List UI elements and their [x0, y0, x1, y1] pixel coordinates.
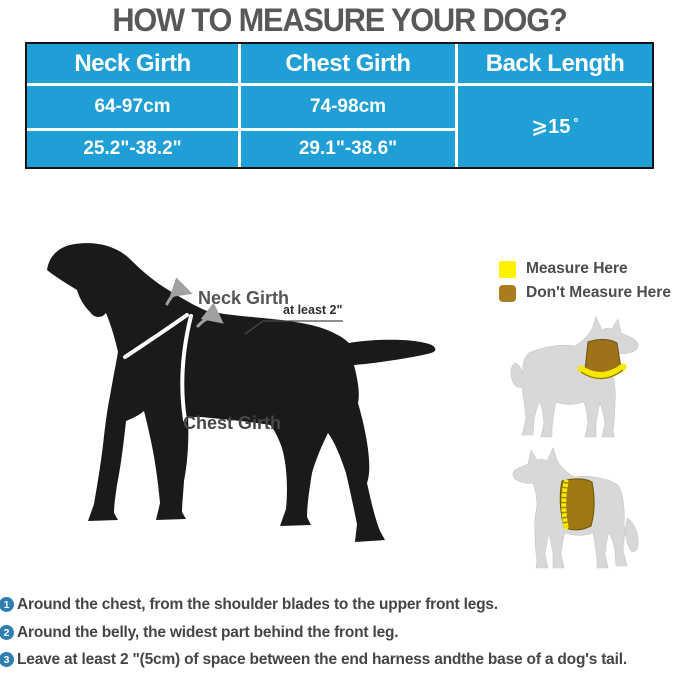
clearance-note-label: at least 2": [283, 303, 343, 317]
measure-here-swatch-icon: [499, 261, 516, 278]
size-table: [25, 42, 654, 169]
instruction-text: Around the belly, the widest part behind the front leg.: [17, 624, 399, 641]
neck-girth-metric: 64-97cm: [27, 86, 238, 128]
degree-sign: °: [573, 115, 579, 130]
neck-girth-imperial: 25.2"-38.2": [27, 131, 238, 167]
instruction-text: Around the chest, from the shoulder blades to the upper front legs.: [17, 596, 498, 613]
chest-girth-imperial: 29.1"-38.6": [241, 131, 455, 167]
instruction-row: [0, 596, 498, 614]
chest-girth-header: Chest Girth: [241, 44, 455, 83]
small-dog-neck-measure: [505, 313, 675, 448]
small-dog-belly-measure: [492, 443, 672, 593]
page-title: HOW TO MEASURE YOUR DOG?: [112, 2, 567, 38]
back-length-header: Back Length: [458, 44, 652, 83]
step-1-badge: 1: [0, 597, 14, 612]
instruction-row: [0, 651, 627, 669]
back-length-value: [458, 86, 652, 167]
neck-girth-diagram-label: Neck Girth: [198, 288, 290, 308]
instruction-row: [0, 624, 398, 642]
chest-girth-metric: 74-98cm: [241, 86, 455, 128]
step-2-badge: 2: [0, 625, 14, 640]
legend-measure-row: [499, 260, 628, 278]
dont-measure-swatch-icon: [499, 285, 516, 302]
step-3-badge: 3: [0, 652, 14, 667]
measure-here-label: Measure Here: [526, 260, 628, 277]
neck-girth-header: Neck Girth: [27, 44, 238, 83]
dont-measure-label: Don't Measure Here: [526, 284, 671, 301]
legend-dont-measure-row: [499, 284, 671, 302]
small-dog1-body: [511, 317, 638, 437]
instruction-text: Leave at least 2 "(5cm) of space between the end harness andthe base of a dog's tail.: [17, 651, 627, 668]
measure-here-belly-band: [564, 482, 566, 527]
chest-girth-diagram-label: Chest Girth: [183, 413, 282, 433]
back-length-angle: ⩾15: [531, 116, 571, 138]
